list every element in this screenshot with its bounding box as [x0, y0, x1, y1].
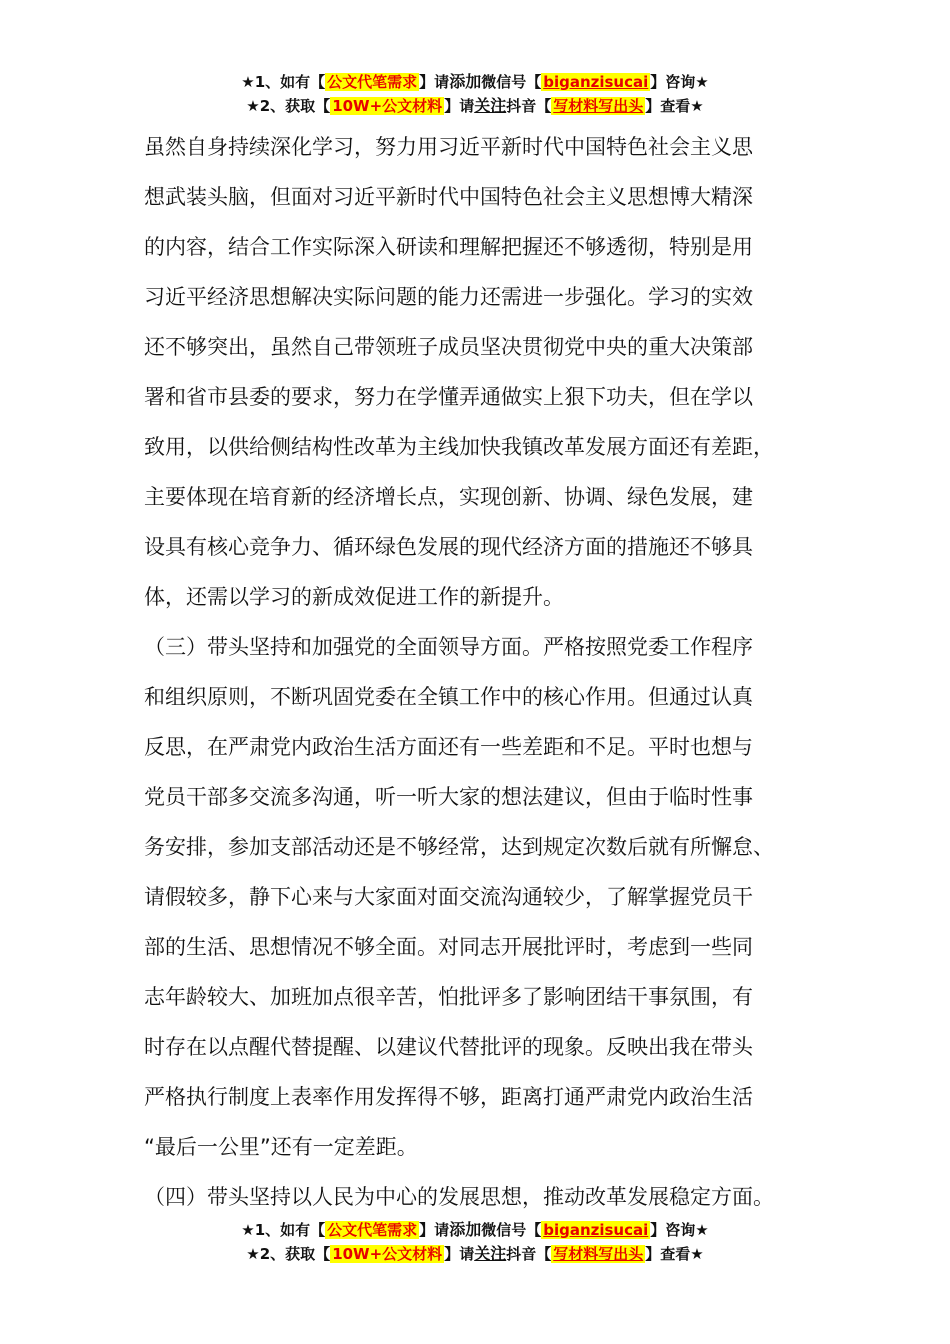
header-banner — [0, 70, 950, 118]
body-line: 还不够突出，虽然自己带领班子成员坚决贯彻党中央的重大决策部 — [144, 335, 753, 359]
banner-douyin-id: 写材料写出头 — [553, 1245, 644, 1263]
body-line: 想武装头脑，但面对习近平新时代中国特色社会主义思想博大精深 — [144, 185, 753, 209]
body-line: 主要体现在培育新的经济增长点，实现创新、协调、绿色发展，建 — [144, 485, 753, 509]
body-line: 时存在以点醒代替提醒、以建议代替批评的现象。反映出我在带头 — [144, 1035, 753, 1059]
banner-text: ★1、如有【 — [241, 1221, 326, 1239]
banner-highlight: 10W+公文材料 — [332, 97, 443, 115]
banner-text: ★1、如有【 — [241, 73, 326, 91]
banner-emphasis: 关注 — [474, 96, 507, 115]
banner-text: 抖音【 — [506, 1245, 552, 1263]
body-line: 署和省市县委的要求，努力在学懂弄通做实上狠下功夫，但在学以 — [144, 385, 753, 409]
banner-emphasis: 关注 — [474, 1244, 507, 1263]
body-line: 和组织原则，不断巩固党委在全镇工作中的核心作用。但通过认真 — [144, 685, 753, 709]
banner-text: ★2、获取【 — [246, 97, 331, 115]
body-line: 请假较多，静下心来与大家面对面交流沟通较少，了解掌握党员干 — [144, 885, 753, 909]
banner-text: 】咨询★ — [650, 1221, 709, 1239]
banner-highlight: 10W+公文材料 — [332, 1245, 443, 1263]
body-line: 严格执行制度上表率作用发挥得不够，距离打通严肃党内政治生活 — [144, 1085, 753, 1109]
banner-wechat-id: biganzisucai — [543, 1221, 649, 1239]
banner-text: 】请 — [444, 1245, 475, 1263]
banner-emphasis: 添加 — [449, 1220, 482, 1239]
banner-text: 】请 — [444, 97, 475, 115]
banner-text: 】请 — [419, 1221, 450, 1239]
body-line: 务安排，参加支部活动还是不够经常，达到规定次数后就有所懈怠、 — [144, 835, 774, 859]
body-line: 致用，以供给侧结构性改革为主线加快我镇改革发展方面还有差距， — [144, 435, 774, 459]
banner-text: 抖音【 — [506, 97, 552, 115]
banner-line-2 — [0, 1242, 950, 1266]
banner-line-2 — [0, 94, 950, 118]
banner-wechat-id: biganzisucai — [543, 73, 649, 91]
banner-text: 】查看★ — [645, 1245, 704, 1263]
section-heading-4: （四）带头坚持以人民为中心的发展思想，推动改革发展稳定方面。 — [144, 1185, 774, 1209]
body-line: 习近平经济思想解决实际问题的能力还需进一步强化。学习的实效 — [144, 285, 753, 309]
body-line: 体，还需以学习的新成效促进工作的新提升。 — [144, 585, 564, 609]
banner-text: 】请 — [419, 73, 450, 91]
body-line: 部的生活、思想情况不够全面。对同志开展批评时，考虑到一些同 — [144, 935, 753, 959]
body-line: 设具有核心竞争力、循环绿色发展的现代经济方面的措施还不够具 — [144, 535, 753, 559]
document-body — [144, 122, 834, 1222]
banner-highlight: 公文代笔需求 — [327, 73, 418, 91]
section-heading-3: （三）带头坚持和加强党的全面领导方面。严格按照党委工作程序 — [144, 635, 753, 659]
banner-line-1 — [0, 70, 950, 94]
body-line: 虽然自身持续深化学习，努力用习近平新时代中国特色社会主义思 — [144, 135, 753, 159]
body-line: 反思，在严肃党内政治生活方面还有一些差距和不足。平时也想与 — [144, 735, 753, 759]
body-line: 志年龄较大、加班加点很辛苦，怕批评多了影响团结干事氛围，有 — [144, 985, 753, 1009]
banner-text: 】查看★ — [645, 97, 704, 115]
banner-line-1 — [0, 1218, 950, 1242]
banner-emphasis: 添加 — [449, 72, 482, 91]
banner-text: 微信号【 — [481, 73, 542, 91]
body-line: “最后一公里”还有一定差距。 — [144, 1135, 418, 1159]
banner-text: ★2、获取【 — [246, 1245, 331, 1263]
banner-highlight: 公文代笔需求 — [327, 1221, 418, 1239]
banner-douyin-id: 写材料写出头 — [553, 97, 644, 115]
banner-text: 】咨询★ — [650, 73, 709, 91]
banner-text: 微信号【 — [481, 1221, 542, 1239]
footer-banner — [0, 1218, 950, 1266]
body-line: 的内容，结合工作实际深入研读和理解把握还不够透彻，特别是用 — [144, 235, 753, 259]
body-line: 党员干部多交流多沟通，听一听大家的想法建议，但由于临时性事 — [144, 785, 753, 809]
